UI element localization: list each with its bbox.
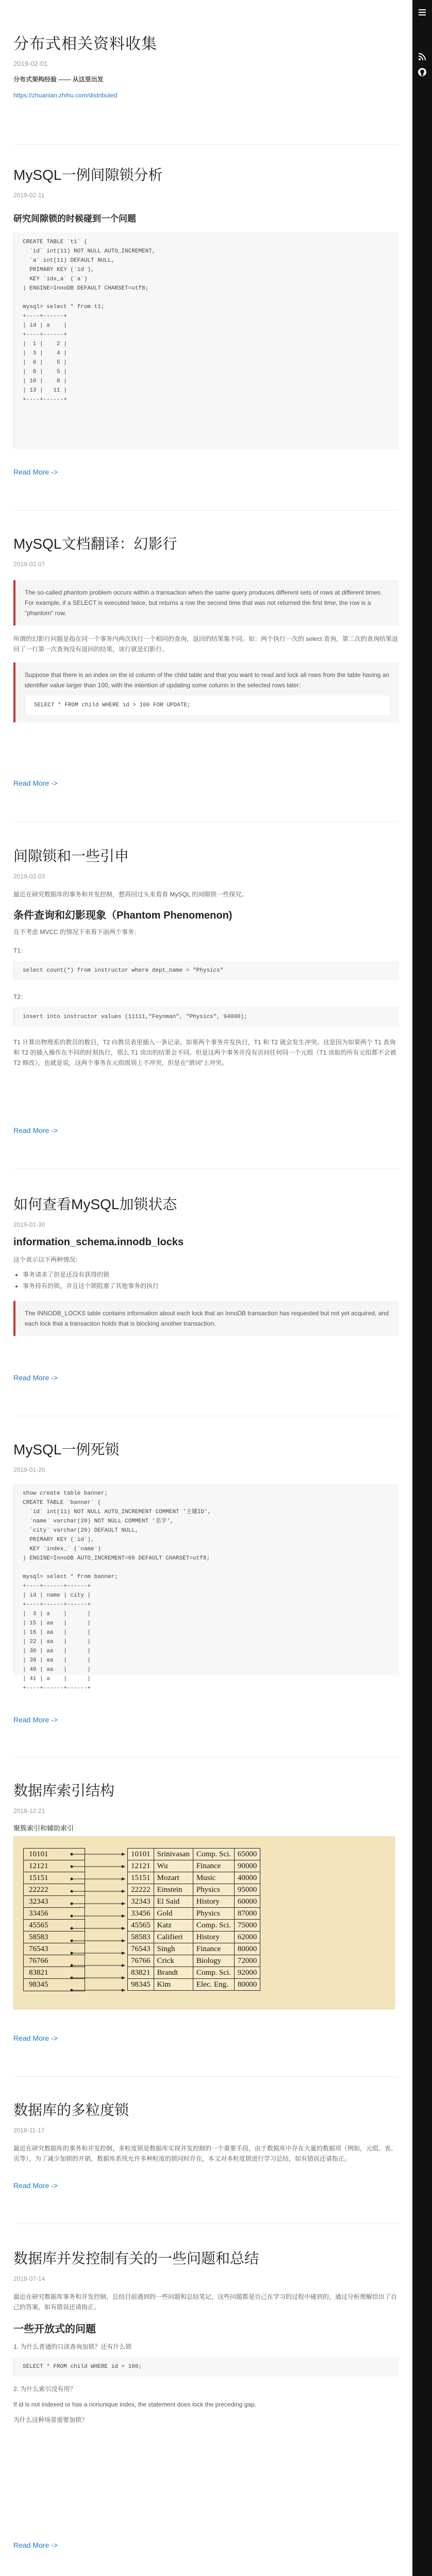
right-sidebar — [412, 0, 432, 2576]
post-date: 2019-01-30 — [13, 1221, 45, 1228]
pointer-dot — [71, 1903, 73, 1905]
read-more-link[interactable]: Read More -> — [13, 2034, 58, 2042]
pointer-dot — [71, 1853, 73, 1856]
post-title[interactable]: 如何查看MySQL加锁状态 — [13, 1196, 177, 1212]
table-row — [128, 1931, 260, 1943]
site-header — [13, 0, 399, 138]
index-record-table — [127, 1848, 260, 1991]
index-key: 45565 — [24, 1920, 85, 1931]
pointer-dot — [71, 1866, 73, 1868]
code-block: CREATE TABLE `t1` ( `id` int(11) NOT NULL AUTO_INCREMENT, `a` int(11) DEFAULT NULL, PRIMARY KEY (`id`), KEY `idx_a` (`a`) ) ENGINE=InnoDB DEFAULT CHARSET=utf8; mysql> select * from t1; +----+------+ | id | a | +----+------+ | 1 | 2 | | 3 | 4 | | 6 | 5 | | 8 | 5 | | 10 | 8 | | 13 | 11 | +----+------+ — [13, 232, 399, 449]
label-t2: T2： — [13, 993, 27, 1001]
read-more-link[interactable]: Read More -> — [13, 1716, 58, 1724]
arrow-head — [122, 1989, 125, 1992]
site-title[interactable]: 分布式相关资料收集 — [13, 36, 157, 53]
post-title[interactable]: 数据库并发控制有关的一些问题和总结 — [13, 2250, 259, 2266]
code-block: SELECT * FROM child WHERE id > 100 FOR UPDATE; — [25, 696, 390, 715]
table-cell: 65000 — [234, 1849, 260, 1860]
index-key: 22222 — [24, 1884, 85, 1896]
post-heading: 条件查询和幻影现象（Phantom Phenomenon) — [13, 910, 232, 921]
table-cell: Einstein — [154, 1884, 193, 1896]
post-title[interactable]: MySQL一例死锁 — [13, 1442, 120, 1458]
label-t1: T1： — [13, 947, 27, 954]
post-heading: information_schema.innodb_locks — [13, 1236, 184, 1248]
post-date: 2019-02-03 — [13, 873, 45, 880]
index-figure — [13, 1836, 395, 2009]
index-key: 83821 — [24, 1967, 85, 1979]
post-title[interactable]: MySQL一例间隙锁分析 — [13, 167, 163, 183]
post-date: 2018-11-17 — [13, 2127, 45, 2134]
table-cell: Brandt — [154, 1967, 193, 1979]
table-cell: Wu — [154, 1860, 193, 1872]
table-cell: Elec. Eng. — [193, 1979, 234, 1991]
arrow-head — [122, 1890, 125, 1893]
table-row — [128, 1908, 260, 1920]
post-card — [13, 845, 399, 1068]
table-cell: Comp. Sci. — [193, 1920, 234, 1931]
table-cell: Kim — [154, 1979, 193, 1991]
post-heading: 聚簇索引和辅助索引 — [13, 1824, 74, 1832]
table-cell: Music — [193, 1872, 234, 1884]
table-cell: Mozart — [154, 1872, 193, 1884]
table-cell: Biology — [193, 1955, 234, 1967]
table-cell: 12121 — [128, 1860, 154, 1872]
table-row — [128, 1896, 260, 1908]
index-key: 12121 — [24, 1860, 85, 1872]
arrow-head — [122, 1939, 125, 1942]
post-paragraph: 这个表示以下两种情况： — [13, 1256, 82, 1263]
post-paragraph: 所谓的幻影行问题是指在同一个事务内两次执行一个相同的查询，返回的结果集不同。如：两个执行一次的 select 查询，第二次的查询结果返回了一行第一次查询没有返回的结果，该行就是幻影行。 — [13, 635, 398, 653]
table-cell: Srinivasan — [154, 1849, 193, 1860]
table-cell: 80000 — [234, 1943, 260, 1955]
list-item: • 事务请求了但是还没有获得的锁 — [23, 1269, 399, 1280]
pointer-dot — [71, 1964, 73, 1967]
index-key: 32343 — [24, 1896, 85, 1908]
pointer-dot — [71, 1927, 73, 1930]
table-cell: 40000 — [234, 1872, 260, 1884]
table-cell: Califieri — [154, 1931, 193, 1943]
table-cell: 72000 — [234, 1955, 260, 1967]
post-card — [13, 1438, 399, 1691]
post-heading: 一些开放式的问题 — [13, 2324, 96, 2335]
table-cell: 87000 — [234, 1908, 260, 1920]
table-cell: Comp. Sci. — [193, 1967, 234, 1979]
post-paragraph: 最近在研究数据库事务和并发控制，总结目前遇到的一些问题和总结笔记，这些问题都是自己在学习的过程中碰到的，通过分析理解给出了自己的答案，如有错误还请指正。 — [13, 2293, 397, 2311]
table-cell: 80000 — [234, 1979, 260, 1991]
table-cell: 76766 — [128, 1955, 154, 1967]
pointer-dot — [71, 1940, 73, 1942]
github-icon[interactable] — [417, 67, 427, 77]
menu-icon[interactable] — [417, 7, 427, 18]
blockquote — [13, 663, 399, 722]
blockquote: The so-called phantom problem occurs within a transaction when the same query produces different sets of rows at different times. For example, if a SELECT is executed twice, but returns a row the second time that was not returned the first time, the row is a "phantom" row. — [13, 580, 399, 625]
table-row — [128, 1943, 260, 1955]
post-title[interactable]: 数据库的多粒度锁 — [13, 2102, 129, 2118]
post-date: 2018-07-14 — [13, 2275, 45, 2282]
index-key: 58583 — [24, 1931, 85, 1943]
divider — [13, 510, 399, 511]
code-block: insert into instructor values (11111,"Feynman", "Physics", 94000); — [13, 1007, 399, 1027]
list-item: • 事务持有的锁，并且这个锁阻塞了其他事务的执行 — [23, 1280, 399, 1292]
code-block: select count(*) from instructor where dept_name = "Physics" — [13, 961, 399, 980]
arrow-head — [122, 1877, 125, 1880]
table-cell: 90000 — [234, 1860, 260, 1872]
post-date: 2019-02-11 — [13, 192, 45, 199]
divider — [13, 2076, 399, 2077]
table-row — [128, 1849, 260, 1860]
table-row — [128, 1967, 260, 1979]
pointer-dot — [71, 1952, 73, 1955]
table-row — [128, 1979, 260, 1991]
table-cell: 45565 — [128, 1920, 154, 1931]
arrow-head — [122, 1865, 125, 1868]
table-cell: 15151 — [128, 1872, 154, 1884]
index-key: 10101 — [24, 1849, 85, 1860]
table-cell: Comp. Sci. — [193, 1849, 234, 1860]
rss-icon[interactable] — [417, 52, 427, 62]
table-cell: 98345 — [128, 1979, 154, 1991]
table-cell: 83821 — [128, 1967, 154, 1979]
table-row — [128, 1920, 260, 1931]
table-cell: History — [193, 1931, 234, 1943]
table-row — [128, 1884, 260, 1896]
post-card — [13, 2247, 399, 2425]
divider — [13, 144, 399, 145]
code-block: show create table banner; CREATE TABLE `banner` ( `id` int(11) NOT NULL AUTO_INCREMENT COMMENT '主键ID', `name` varchar(20) NOT NULL COMMENT '名字', `city` varchar(20) DEFAULT NULL, PRIMARY KEY (`id`), KEY `index_` (`name`) ) ENGINE=InnoDB AUTO_INCREMENT=60 DEFAULT CHARSET=utf8; mysql> select * from banner; +----+------+------+ | id | name | city | +----+------+------+ | 3 | a | | | 15 | aa | | | 16 | aa | | | 22 | aa | | | 30 | aa | | | 39 | aa | | | 40 | aa | | | 41 | a | | +----+------+------+ — [13, 1484, 399, 1675]
read-more-link[interactable]: Read More -> — [13, 779, 58, 787]
post-date: 2018-12-21 — [13, 1807, 45, 1815]
list-item: 2. 为什么索引没有用？ — [13, 2385, 76, 2393]
post-paragraph: 为什么这种场景需要加锁？ — [13, 2416, 88, 2424]
table-cell: Gold — [154, 1908, 193, 1920]
post-title[interactable]: 间隙锁和一些引申 — [13, 848, 129, 864]
table-cell: 76543 — [128, 1943, 154, 1955]
table-cell: 58583 — [128, 1931, 154, 1943]
post-paragraph: 在不考虑 MVCC 的情况下来看下面两个事务： — [13, 928, 141, 936]
post-card — [13, 533, 399, 722]
pointer-dot — [71, 1878, 73, 1880]
post-card — [13, 2099, 399, 2164]
divider — [13, 821, 399, 822]
table-cell: Katz — [154, 1920, 193, 1931]
table-cell: 92000 — [234, 1967, 260, 1979]
table-cell: 95000 — [234, 1884, 260, 1896]
post-title[interactable]: MySQL文档翻译：幻影行 — [13, 536, 177, 552]
pointer-dot — [71, 1915, 73, 1918]
table-cell: 32343 — [128, 1896, 154, 1908]
site-description: 分布式架构经验 —— 从这里出发 — [13, 76, 104, 83]
arrow-head — [122, 1952, 125, 1955]
table-row — [128, 1860, 260, 1872]
arrow-head — [122, 1964, 125, 1967]
post-paragraph: T1 计算出物理系的教员的数目，T2 向教员表里插入一条记录。如果两个事务并发执行，T1 和 T2 就会发生冲突。这是因为如果两个 T1 查询和 T2 的插入操作在不同的时刻执行，那么 T1 读出的结果会不同。但是这两个事务并没有访问任何同一个元组（T1 读取的所有元组都不会被 T2 修改），也就是说，这两个事务在元组级别上不冲突，但是在"谓词"上冲突。 — [13, 1039, 396, 1066]
post-title[interactable]: 数据库索引结构 — [13, 1783, 115, 1799]
arrow-head — [122, 1914, 125, 1918]
divider — [13, 1168, 399, 1169]
table-cell: 33456 — [128, 1908, 154, 1920]
read-more-link[interactable]: Read More -> — [13, 2181, 58, 2190]
read-more-link[interactable]: Read More -> — [13, 468, 58, 476]
post-card — [13, 1193, 399, 1336]
arrow-head — [122, 1927, 125, 1930]
post-paragraph: If id is not indexed or has a nonunique index, the statement does lock the preceding gap. — [13, 2401, 256, 2408]
site-date: 2019-02-01 — [13, 60, 48, 67]
index-key: 33456 — [24, 1908, 85, 1920]
table-row — [128, 1872, 260, 1884]
table-cell: El Said — [154, 1896, 193, 1908]
table-cell: 60000 — [234, 1896, 260, 1908]
arrow-head — [122, 1853, 125, 1856]
table-cell: 22222 — [128, 1884, 154, 1896]
post-paragraph: 最近在研究数据库的事务和并发控制，多粒度锁是数据库实现并发控制的一个重要手段，由于数据库中存在大量的数据项（例如，元组、表、页等），为了减少加锁的开销，数据库系统允许多种粒度的锁同时存在，本文对多粒度锁进行学习总结，如有错误还请指正。 — [13, 2145, 397, 2162]
read-more-link[interactable]: Read More -> — [13, 1126, 58, 1134]
post-heading: 研究间隙锁的时候碰到一个问题 — [13, 214, 136, 224]
list-item: 1. 为什么普通的只读查询加锁？还有什么锁 — [13, 2343, 132, 2350]
table-cell: Finance — [193, 1943, 234, 1955]
read-more-link[interactable]: Read More -> — [13, 2541, 58, 2549]
arrow-head — [122, 1902, 125, 1905]
table-cell: History — [193, 1896, 234, 1908]
table-row — [128, 1955, 260, 1967]
quote-text: Suppose that there is an index on the id column of the child table and that you want to read and lock all rows from the table having an identifier value larger than 100, with the intention of updating some column in the selected rows later: — [25, 671, 390, 689]
site-link[interactable]: https://zhuanlan.zhihu.com/distributed — [13, 92, 118, 99]
blockquote: The INNODB_LOCKS table contains information about each lock that an InnoDB transaction has requested but not yet acquired, and each lock that a transaction holds that is blocking another transaction. — [13, 1301, 399, 1336]
index-key: 76766 — [24, 1955, 85, 1967]
table-cell: 75000 — [234, 1920, 260, 1931]
pointer-dot — [71, 1977, 73, 1979]
arrow-head — [122, 1976, 125, 1979]
table-cell: Physics — [193, 1884, 234, 1896]
table-cell: Crick — [154, 1955, 193, 1967]
index-key: 76543 — [24, 1943, 85, 1955]
post-date: 2019-01-20 — [13, 1466, 45, 1473]
pointer-dot — [71, 1890, 73, 1893]
table-cell: 10101 — [128, 1849, 154, 1860]
post-paragraph: 最近在研究数据库的事务和并发控制，想再回过头来看看 MySQL 的间隙锁一些探究。 — [13, 891, 248, 898]
index-key: 98345 — [29, 1980, 48, 1989]
index-key: 15151 — [24, 1872, 85, 1884]
post-date: 2019-02-07 — [13, 561, 45, 568]
table-cell: 62000 — [234, 1931, 260, 1943]
code-block: SELECT * FROM child WHERE id = 100; — [13, 2357, 399, 2377]
pointer-dot — [71, 1989, 73, 1992]
bullet-list — [13, 1269, 399, 1292]
table-cell: Singh — [154, 1943, 193, 1955]
post-card — [13, 164, 399, 449]
table-cell: Finance — [193, 1860, 234, 1872]
table-cell: Physics — [193, 1908, 234, 1920]
read-more-link[interactable]: Read More -> — [13, 1374, 58, 1382]
